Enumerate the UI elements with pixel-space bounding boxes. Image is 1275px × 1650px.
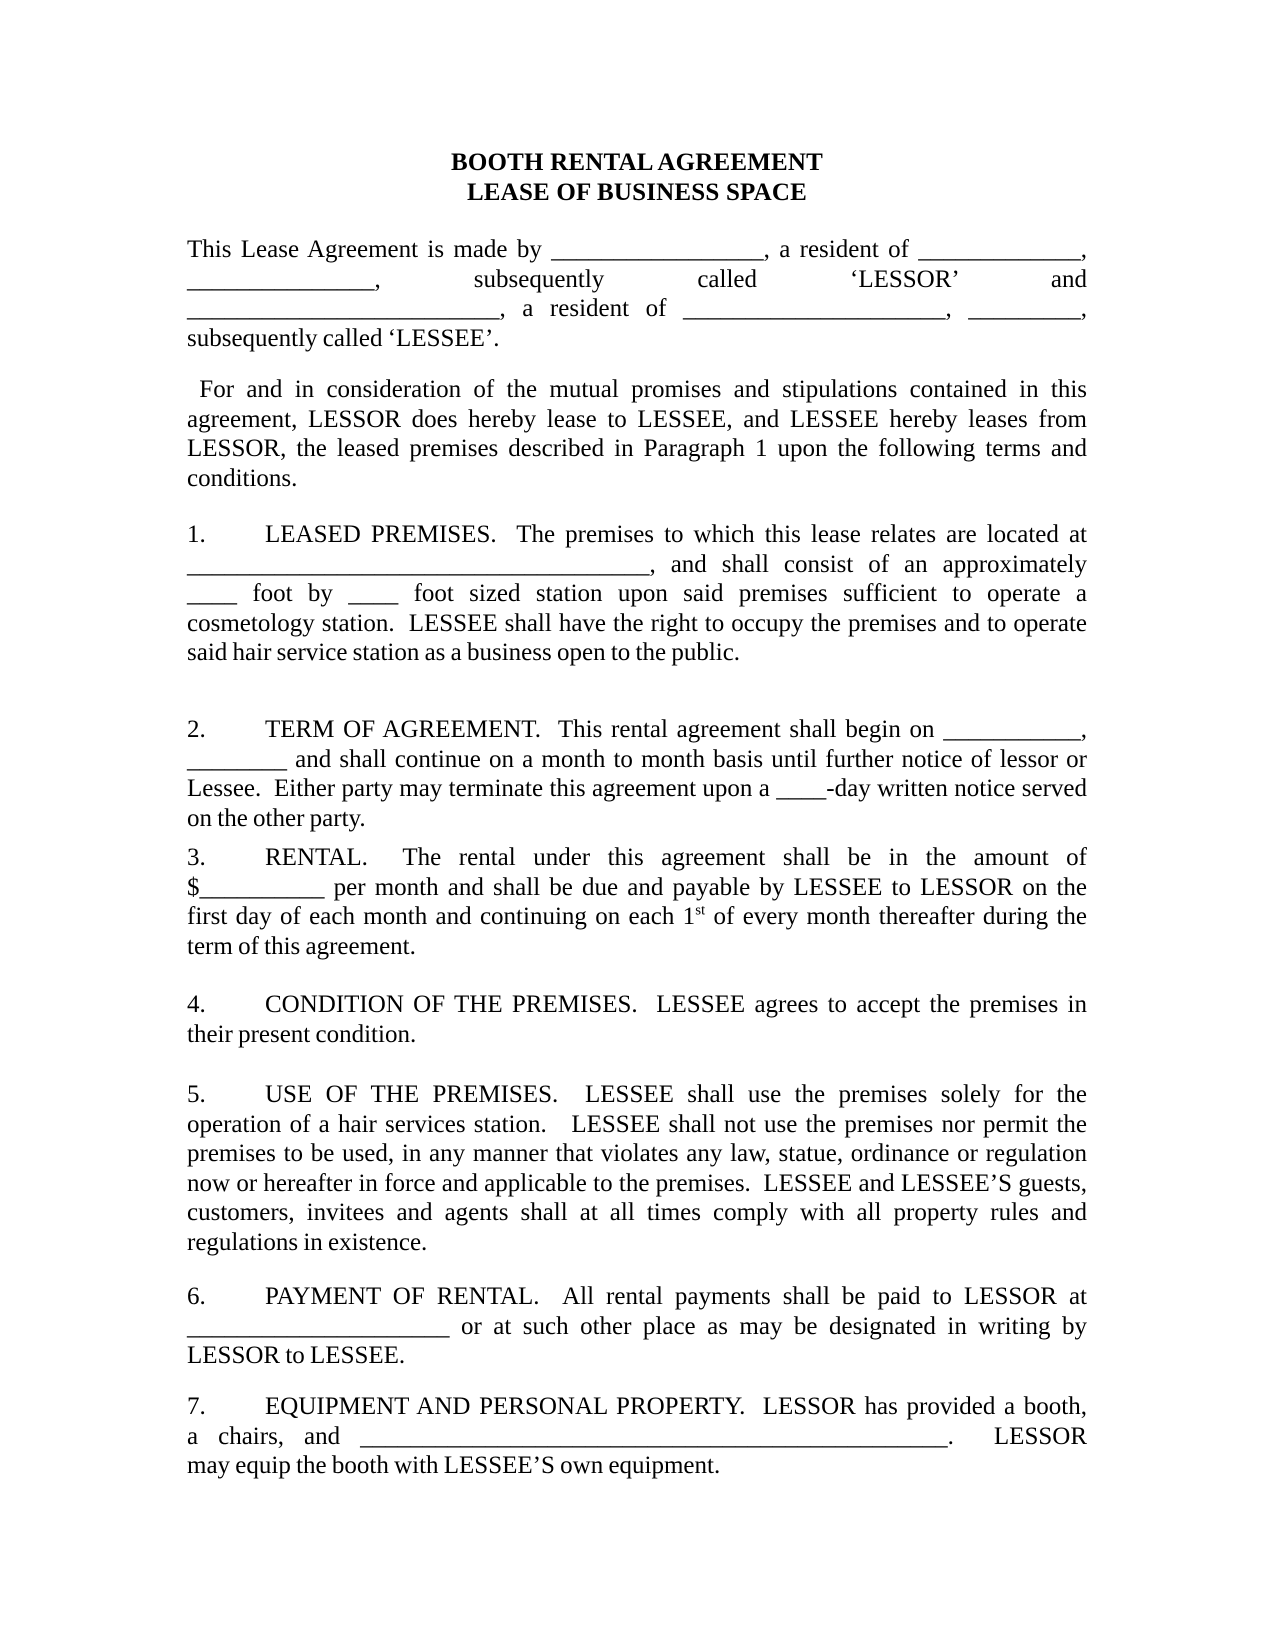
section-1-body: [187, 520, 1087, 668]
text-line: [187, 520, 1087, 550]
text-line: [187, 609, 1087, 639]
text-run: conditions.: [187, 464, 298, 492]
section-3-number: 3.: [187, 844, 206, 871]
text-run: PAYMENT OF RENTAL. All rental payments shall be paid to LESSOR at: [265, 1283, 1087, 1310]
text-line: [187, 235, 1087, 265]
text-run: now or hereafter in force and applicable to the premises. LESSEE and LESSEE’S guests,: [187, 1169, 1087, 1197]
section-7-number: 7.: [187, 1393, 206, 1420]
section-7-equipment-personal-property: [187, 1392, 1087, 1481]
text-run: ____ foot by ____ foot sized station upon said premises sufficient to operate a: [187, 580, 1087, 607]
text-line: [187, 405, 1087, 435]
text-run: LEASED PREMISES. The premises to which this lease relates are located at: [265, 521, 1087, 548]
section-6-payment-of-rental: [187, 1282, 1087, 1371]
document-title: [187, 148, 1087, 207]
text-run: operation of a hair services station. LESSEE shall not use the premises nor permit the: [187, 1110, 1087, 1138]
title-line-1: BOOTH RENTAL AGREEMENT: [450, 149, 824, 176]
section-5-body: [187, 1080, 1087, 1257]
text-run: _____________________________________, and shall consist of an approximately: [187, 550, 1087, 578]
text-run: RENTAL. The rental under this agreement shall be in the amount of: [265, 844, 1087, 871]
text-run: $__________ per month and shall be due and payable by LESSEE to LESSOR on the: [187, 873, 1087, 901]
text-line: [187, 1139, 1087, 1169]
text-line: [187, 873, 1087, 903]
text-line: [187, 843, 1087, 873]
section-3-body: [187, 843, 1087, 961]
text-line: [187, 324, 1087, 354]
text-run: LESSOR to LESSEE.: [187, 1342, 406, 1369]
text-run: said hair service station as a business open to the public.: [187, 639, 741, 666]
text-line: [187, 464, 1087, 494]
text-run: _______________, subsequently called ‘LESSOR’ and: [187, 265, 1087, 293]
text-line: [187, 265, 1087, 295]
text-run: term of this agreement.: [187, 932, 416, 960]
text-run: agreement, LESSOR does hereby lease to LESSEE, and LESSEE hereby leases from: [187, 405, 1087, 433]
text-run: TERM OF AGREEMENT. This rental agreement shall begin on ___________,: [265, 716, 1087, 743]
title-line-2: LEASE OF BUSINESS SPACE: [466, 178, 808, 206]
text-line: [187, 375, 1087, 405]
text-line: [187, 1228, 1087, 1258]
text-line: [187, 638, 1087, 668]
text-line: [187, 990, 1087, 1020]
section-2-number: 2.: [187, 716, 206, 743]
text-run: first day of each month and continuing on each 1: [187, 903, 696, 930]
text-run: subsequently called ‘LESSEE’.: [187, 324, 500, 352]
text-run: Lessee. Either party may terminate this agreement upon a ____-day written notice served: [187, 775, 1087, 802]
text-line: [187, 1282, 1087, 1312]
text-line: [187, 1169, 1087, 1199]
section-4-number: 4.: [187, 991, 206, 1018]
section-1-number: 1.: [187, 521, 206, 548]
section-6-body: [187, 1282, 1087, 1371]
section-5-number: 5.: [187, 1081, 206, 1108]
text-run: a chairs, and _______________________________________________. LESSOR: [187, 1422, 1087, 1450]
text-line: [187, 579, 1087, 609]
text-run: EQUIPMENT AND PERSONAL PROPERTY. LESSOR has provided a booth,: [265, 1393, 1087, 1420]
text-line: [187, 1020, 1087, 1050]
text-line: [187, 294, 1087, 324]
text-line: [187, 1312, 1087, 1342]
text-line: [187, 550, 1087, 580]
text-line: [187, 1080, 1087, 1110]
text-line: [187, 902, 1087, 932]
text-line: [187, 932, 1087, 962]
superscript-text-run: st: [695, 902, 706, 919]
text-run: may equip the booth with LESSEE’S own equipment.: [187, 1452, 721, 1479]
section-7-body: [187, 1392, 1087, 1481]
text-run: This Lease Agreement is made by _________________, a resident of _____________,: [187, 236, 1087, 263]
text-run: their present condition.: [187, 1020, 417, 1048]
section-2-body: [187, 715, 1087, 833]
text-run: For and in consideration of the mutual promises and stipulations contained in this: [187, 376, 1087, 403]
section-4-body: [187, 990, 1087, 1049]
text-run: customers, invitees and agents shall at all times comply with all property rules and: [187, 1199, 1087, 1226]
text-line: [187, 1341, 1087, 1371]
text-run: on the other party.: [187, 804, 366, 832]
text-line: [187, 434, 1087, 464]
text-run: regulations in existence.: [187, 1228, 428, 1256]
text-run: _________________________, a resident of _____________________, _________,: [187, 295, 1087, 322]
text-line: [187, 1451, 1087, 1481]
text-line: [187, 745, 1087, 775]
text-line: [187, 715, 1087, 745]
text-line: [187, 1198, 1087, 1228]
consideration-paragraph: [187, 375, 1087, 493]
text-run: cosmetology station. LESSEE shall have the right to occupy the premises and to operate: [187, 609, 1087, 637]
text-line: [187, 1392, 1087, 1422]
section-1-leased-premises: [187, 520, 1087, 668]
section-6-number: 6.: [187, 1283, 206, 1310]
text-run: CONDITION OF THE PREMISES. LESSEE agrees to accept the premises in: [265, 991, 1087, 1018]
section-2-term-of-agreement: [187, 715, 1087, 833]
section-5-use-of-premises: [187, 1080, 1087, 1257]
text-line: [187, 1110, 1087, 1140]
intro-paragraph: [187, 235, 1087, 353]
text-run: ________ and shall continue on a month to month basis until further notice of lessor or: [187, 745, 1087, 773]
consideration-paragraph-lines: [187, 375, 1087, 493]
text-run: LESSOR, the leased premises described in Paragraph 1 upon the following terms and: [187, 435, 1087, 462]
intro-paragraph-lines: [187, 235, 1087, 353]
section-4-condition-of-premises: [187, 990, 1087, 1049]
text-run: _____________________ or at such other place as may be designated in writing by: [187, 1312, 1087, 1340]
text-run: premises to be used, in any manner that violates any law, statue, ordinance or regulation: [187, 1140, 1087, 1167]
text-run: of every month thereafter during the: [705, 903, 1087, 930]
section-3-rental: [187, 843, 1087, 961]
text-line: [187, 1422, 1087, 1452]
text-run: USE OF THE PREMISES. LESSEE shall use the premises solely for the: [265, 1081, 1087, 1108]
text-line: [187, 774, 1087, 804]
text-line: [187, 804, 1087, 834]
